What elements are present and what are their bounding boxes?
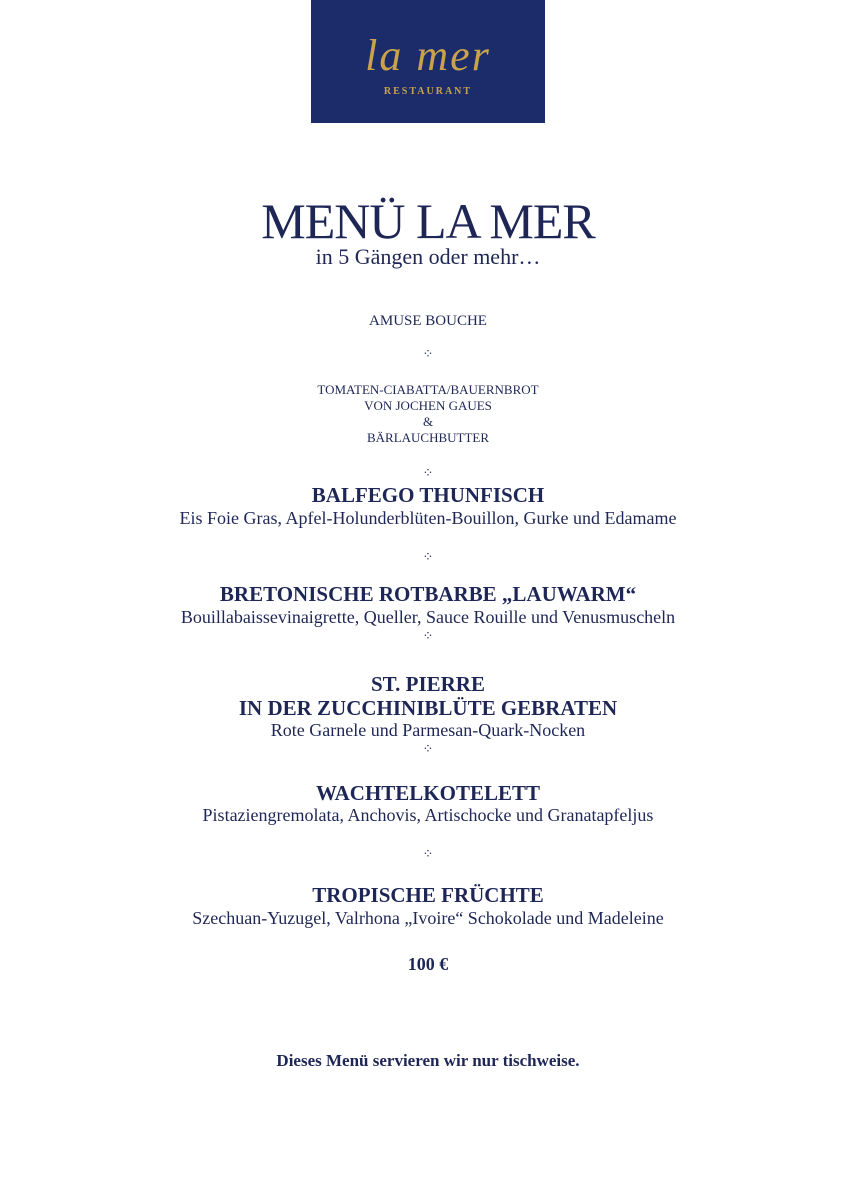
bread-line-4: BÄRLAUCHBUTTER [366, 430, 490, 445]
course-name: BRETONISCHE ROTBARBE „LAUWARM“ [219, 582, 637, 606]
separator-ornament: ⁘ [422, 466, 434, 481]
menu-subtitle: in 5 Gängen oder mehr… [315, 244, 541, 269]
course-name: ST. PIERRE [371, 672, 485, 696]
course-description: Rote Garnele und Parmesan-Quark-Nocken [270, 720, 586, 740]
separator-ornament: ⁘ [422, 347, 434, 362]
separator-ornament: ⁘ [422, 629, 434, 644]
course-description: Pistaziengremolata, Anchovis, Artischocke und Granatapfeljus [202, 805, 654, 825]
amuse-bouche: AMUSE BOUCHE [369, 313, 487, 329]
menu-price: 100 € [407, 954, 449, 974]
course-name: BALFEGO THUNFISCH [311, 483, 545, 507]
separator-ornament: ⁘ [422, 742, 434, 757]
separator-ornament: ⁘ [422, 847, 434, 862]
logo-script-text: la mer [365, 31, 491, 80]
bread-line-2: VON JOCHEN GAUES [364, 398, 492, 413]
course-description: Eis Foie Gras, Apfel-Holunderblüten-Bouillon, Gurke und Edamame [179, 508, 677, 528]
course-description: Szechuan-Yuzugel, Valrhona „Ivoire“ Schokolade und Madeleine [192, 908, 664, 928]
course-name: WACHTELKOTELETT [315, 781, 541, 805]
course-name: TROPISCHE FRÜCHTE [312, 883, 544, 907]
bread-line-3: & [422, 414, 434, 429]
restaurant-logo [311, 0, 545, 123]
bread-line-1: TOMATEN-CIABATTA/BAUERNBROT [317, 382, 539, 397]
separator-ornament: ⁘ [422, 550, 434, 565]
course-name-line-2: IN DER ZUCCHINIBLÜTE GEBRATEN [238, 696, 618, 720]
service-note: Dieses Menü servieren wir nur tischweise. [276, 1051, 580, 1070]
logo-subtitle: RESTAURANT [383, 86, 473, 97]
course-description: Bouillabaissevinaigrette, Queller, Sauce Rouille und Venusmuscheln [180, 607, 676, 627]
menu-title: MENÜ LA MER [261, 193, 595, 249]
